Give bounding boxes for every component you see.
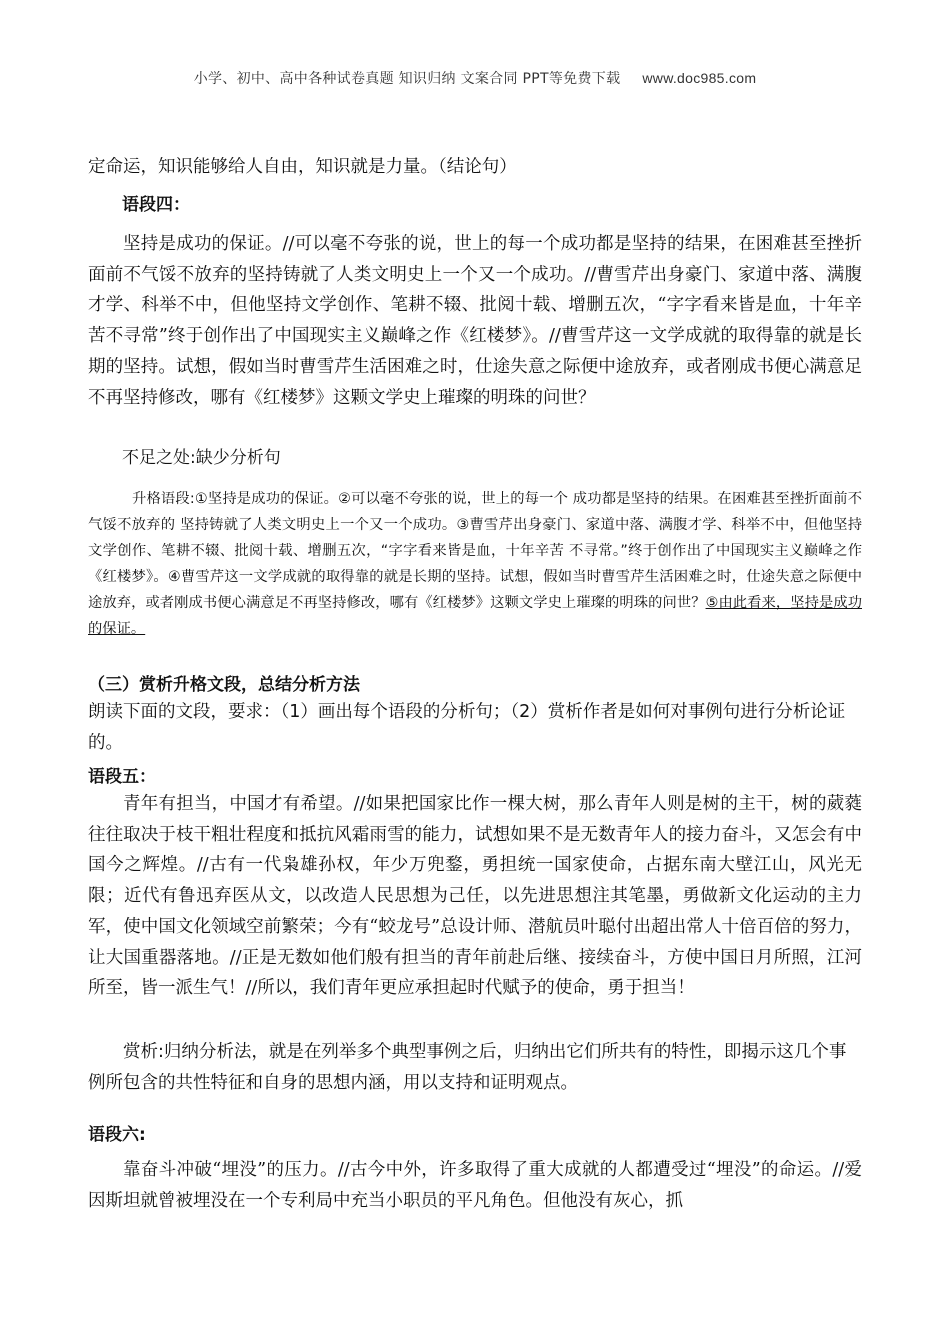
para5-body: 青年有担当，中国才有希望。//如果把国家比作一棵大树，那么青年人则是树的主干，树的葳蕤往往取决于枝干粗壮程度和抵抗风霜雨雪的能力，试想如果不是无数青年人的接力奋斗，又怎会有中国今之辉煌。//古有一代枭雄孙权，年少万兜鍪，勇担统一国家使命，占据东南大壁江山，风光无限；近代有鲁迅弃医从文，以改造人民思想为己任，以先进思想注其笔墨，勇做新文化运动的主力军，使中国文化领域空前繁荣；今有“蛟龙号”总设计师、潜航员叶聪付出超出常人十倍百倍的努力，让大国重器落地。//正是无数如他们般有担当的青年前赴后继、接续奋斗，方使中国日月所照，江河所至，皆一派生气！//所以，我们青年更应承担起时代赋予的使命，勇于担当！ (88, 794, 862, 999)
para4-deficiency: 不足之处:缺少分析句 (122, 448, 281, 468)
header-url[interactable]: www.doc985.com (642, 70, 757, 86)
para4-upgrade (88, 486, 862, 642)
page-header (0, 68, 950, 88)
para5-appreciation: 赏析:归纳分析法，就是在列举多个典型事例之后，归纳出它们所共有的特性，即揭示这几个事例所包含的共性特征和自身的思想内涵，用以支持和证明观点。 (88, 1042, 847, 1093)
para5-title: 语段五： (88, 767, 156, 787)
top-line: 定命运，知识能够给人自由，知识就是力量。（结论句） (88, 157, 517, 177)
para6-title: 语段六: (88, 1125, 146, 1145)
header-text: 小学、初中、高中各种试卷真题 知识归纳 文案合同 PPT等免费下载 (193, 71, 621, 87)
para6-body: 靠奋斗冲破“埋没”的压力。//古今中外，许多取得了重大成就的人都遭受过“埋没”的命运。//爱因斯坦就曾被埋没在一个专利局中充当小职员的平凡角色。但他没有灰心，抓 (88, 1160, 862, 1211)
section3-instruction: 朗读下面的文段，要求：（1）画出每个语段的分析句；（2）赏析作者是如何对事例句进行分析论证的。 (88, 702, 846, 753)
upgrade-body: ①坚持是成功的保证。②可以毫不夸张的说，世上的每一个 成功都是坚持的结果。在困难甚至挫折面前不气馁不放弃的 坚持铸就了人类文明史上一个又一个成功。③曹雪芹出身豪门、家道中落、满腹才学、科举不中，但他坚持文学创作、笔耕不辍、批阅十载、增删五次，“字字看来皆是血，十年辛苦 不寻常。”终于创作出了中国现实主义巅峰之作《红楼梦》。④曹雪芹这一文学成就的取得靠的就是长期的坚持。试想，假如当时曹雪芹生活困难之时，仕途失意之际便中途放弃，或者刚成书便心满意足不再坚持修改，哪有《红楼梦》这颗文学史上璀璨的明珠的问世？ (88, 491, 862, 611)
para4-body: 坚持是成功的保证。//可以毫不夸张的说，世上的每一个成功都是坚持的结果，在困难甚至挫折面前不气馁不放弃的坚持铸就了人类文明史上一个又一个成功。//曹雪芹出身豪门、家道中落、满腹才学、科举不中，但他坚持文学创作、笔耕不辍、批阅十载、增删五次，“字字看来皆是血，十年辛苦不寻常”终于创作出了中国现实主义巅峰之作《红楼梦》。//曹雪芹这一文学成就的取得靠的就是长期的坚持。试想，假如当时曹雪芹生活困难之时，仕途失意之际便中途放弃，或者刚成书便心满意足不再坚持修改，哪有《红楼梦》这颗文学史上璀璨的明珠的问世？ (88, 234, 862, 408)
section3-title: （三）赏析升格文段，总结分析方法 (88, 675, 360, 695)
upgrade-conclusion: ⑤由此看来，坚持是成功的保证。 (88, 595, 862, 637)
upgrade-label: 升格语段: (132, 491, 195, 507)
para4-title: 语段四： (122, 195, 190, 215)
